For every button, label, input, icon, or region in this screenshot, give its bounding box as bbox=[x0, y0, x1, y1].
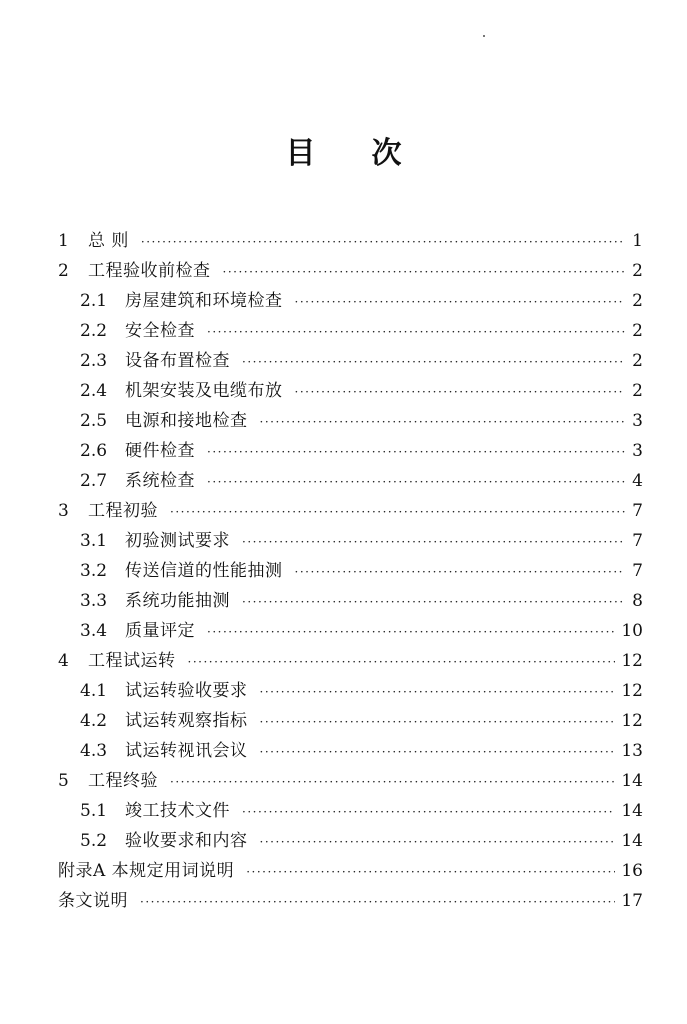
toc-entry[interactable] bbox=[58, 886, 643, 916]
toc-entry[interactable] bbox=[58, 226, 643, 256]
toc-entry-label: 验收要求和内容 bbox=[125, 831, 248, 851]
title-char-1: 目 bbox=[285, 136, 316, 171]
dot-leader bbox=[246, 857, 615, 887]
toc-entry-number: 2.5 bbox=[80, 411, 108, 431]
toc-entry-page-number: 8 bbox=[632, 591, 643, 611]
dot-leader bbox=[188, 647, 616, 677]
toc-entry-page-number: 1 bbox=[632, 231, 643, 251]
toc-entry[interactable] bbox=[58, 256, 643, 286]
toc-entry-page-number: 14 bbox=[621, 801, 643, 821]
dot-leader bbox=[260, 707, 616, 737]
toc-entry-page-number: 3 bbox=[632, 441, 643, 461]
toc-entry-page-number: 2 bbox=[632, 381, 643, 401]
toc-entry-page-number: 4 bbox=[632, 471, 643, 491]
toc-entry-label: 工程初验 bbox=[88, 501, 158, 521]
dot-leader bbox=[260, 407, 626, 437]
toc-entry-number: 4.3 bbox=[80, 741, 108, 761]
toc-entry[interactable] bbox=[58, 526, 643, 556]
toc-entry-label: 试运转观察指标 bbox=[125, 711, 248, 731]
toc-entry-number: 5.2 bbox=[80, 831, 108, 851]
toc-entry-page-number: 13 bbox=[621, 741, 643, 761]
toc-entry-label: 传送信道的性能抽测 bbox=[125, 561, 283, 581]
toc-entry-label: 机架安装及电缆布放 bbox=[125, 381, 283, 401]
dot-leader bbox=[223, 257, 626, 287]
toc-entry-label: 附录A 本规定用词说明 bbox=[58, 861, 235, 881]
toc-entry-number: 3 bbox=[58, 501, 69, 521]
toc-entry[interactable] bbox=[58, 766, 643, 796]
toc-entry-label: 条文说明 bbox=[58, 891, 128, 911]
toc-entry-label: 系统功能抽测 bbox=[125, 591, 230, 611]
toc-entry[interactable] bbox=[58, 556, 643, 586]
toc-entry-number: 4.1 bbox=[80, 681, 108, 701]
toc-entry-label: 试运转视讯会议 bbox=[125, 741, 248, 761]
toc-entry-label: 工程验收前检查 bbox=[88, 261, 211, 281]
toc-entry-page-number: 14 bbox=[621, 771, 643, 791]
dot-leader bbox=[140, 887, 615, 917]
dot-leader bbox=[242, 527, 625, 557]
toc-entry-label: 竣工技术文件 bbox=[125, 801, 230, 821]
dot-leader bbox=[295, 287, 626, 317]
toc-entry-number: 1 bbox=[58, 231, 69, 251]
toc-entry-label: 房屋建筑和环境检查 bbox=[125, 291, 283, 311]
dot-leader bbox=[207, 467, 625, 497]
dot-leader bbox=[141, 227, 625, 257]
toc-entry-number: 2.1 bbox=[80, 291, 108, 311]
dot-leader bbox=[295, 377, 626, 407]
toc-entry[interactable] bbox=[58, 706, 643, 736]
toc-entry-number: 3.1 bbox=[80, 531, 108, 551]
toc-entry[interactable] bbox=[58, 856, 643, 886]
dot-leader bbox=[260, 737, 616, 767]
dot-leader bbox=[242, 587, 625, 617]
toc-entry-page-number: 10 bbox=[621, 621, 643, 641]
toc-entry-label: 质量评定 bbox=[125, 621, 195, 641]
toc-entry-page-number: 17 bbox=[621, 891, 643, 911]
toc-entry-page-number: 7 bbox=[632, 531, 643, 551]
toc-entry-page-number: 14 bbox=[621, 831, 643, 851]
toc-entry-page-number: 12 bbox=[621, 711, 643, 731]
toc-entry[interactable] bbox=[58, 796, 643, 826]
toc-entry-number: 3.3 bbox=[80, 591, 108, 611]
toc-entry-number: 3.2 bbox=[80, 561, 108, 581]
toc-entry-page-number: 12 bbox=[621, 651, 643, 671]
toc-entry[interactable] bbox=[58, 676, 643, 706]
toc-entry-label: 系统检查 bbox=[125, 471, 195, 491]
toc-entry-label: 工程试运转 bbox=[88, 651, 176, 671]
title-char-2: 次 bbox=[371, 136, 402, 171]
toc-entry-number: 2 bbox=[58, 261, 69, 281]
toc-entry-label: 总 则 bbox=[88, 231, 129, 251]
toc-entry-page-number: 12 bbox=[621, 681, 643, 701]
toc-entry-number: 2.3 bbox=[80, 351, 108, 371]
toc-entry-page-number: 3 bbox=[632, 411, 643, 431]
toc-entry[interactable] bbox=[58, 286, 643, 316]
toc-entry-number: 2.7 bbox=[80, 471, 108, 491]
toc-entry-number: 2.2 bbox=[80, 321, 108, 341]
dot-leader bbox=[170, 497, 625, 527]
dot-leader bbox=[207, 437, 625, 467]
toc-entry-number: 2.4 bbox=[80, 381, 108, 401]
dot-leader bbox=[170, 767, 615, 797]
toc-entry-page-number: 2 bbox=[632, 321, 643, 341]
dot-leader bbox=[260, 827, 616, 857]
toc-entry-label: 设备布置检查 bbox=[125, 351, 230, 371]
toc-entry-label: 硬件检查 bbox=[125, 441, 195, 461]
toc-entry-label: 工程终验 bbox=[88, 771, 158, 791]
page-title bbox=[0, 128, 687, 172]
toc-entry-number: 4 bbox=[58, 651, 69, 671]
toc-entry[interactable] bbox=[58, 436, 643, 466]
toc-entry-number: 3.4 bbox=[80, 621, 108, 641]
toc-entry[interactable] bbox=[58, 466, 643, 496]
toc-entry[interactable] bbox=[58, 406, 643, 436]
toc-entry-label: 电源和接地检查 bbox=[125, 411, 248, 431]
toc-entry-page-number: 2 bbox=[632, 351, 643, 371]
toc-entry-page-number: 7 bbox=[632, 501, 643, 521]
toc-entry-page-number: 16 bbox=[621, 861, 643, 881]
table-of-contents bbox=[58, 226, 643, 916]
toc-entry[interactable] bbox=[58, 376, 643, 406]
dot-leader bbox=[260, 677, 616, 707]
toc-entry-label: 初验测试要求 bbox=[125, 531, 230, 551]
toc-entry-page-number: 7 bbox=[632, 561, 643, 581]
dot-leader bbox=[207, 617, 615, 647]
dot-leader bbox=[295, 557, 626, 587]
toc-entry-page-number: 2 bbox=[632, 261, 643, 281]
dot-leader bbox=[242, 797, 615, 827]
toc-entry[interactable] bbox=[58, 346, 643, 376]
dot-leader bbox=[207, 317, 625, 347]
toc-entry[interactable] bbox=[58, 496, 643, 526]
toc-entry-number: 2.6 bbox=[80, 441, 108, 461]
toc-entry[interactable] bbox=[58, 316, 643, 346]
toc-entry[interactable] bbox=[58, 646, 643, 676]
toc-entry-number: 5 bbox=[58, 771, 69, 791]
toc-entry[interactable] bbox=[58, 616, 643, 646]
scan-speck bbox=[483, 35, 485, 37]
toc-entry[interactable] bbox=[58, 586, 643, 616]
toc-entry-page-number: 2 bbox=[632, 291, 643, 311]
dot-leader bbox=[242, 347, 625, 377]
toc-entry-number: 5.1 bbox=[80, 801, 108, 821]
toc-entry[interactable] bbox=[58, 826, 643, 856]
toc-entry-number: 4.2 bbox=[80, 711, 108, 731]
toc-entry-label: 安全检查 bbox=[125, 321, 195, 341]
toc-entry[interactable] bbox=[58, 736, 643, 766]
toc-entry-label: 试运转验收要求 bbox=[125, 681, 248, 701]
